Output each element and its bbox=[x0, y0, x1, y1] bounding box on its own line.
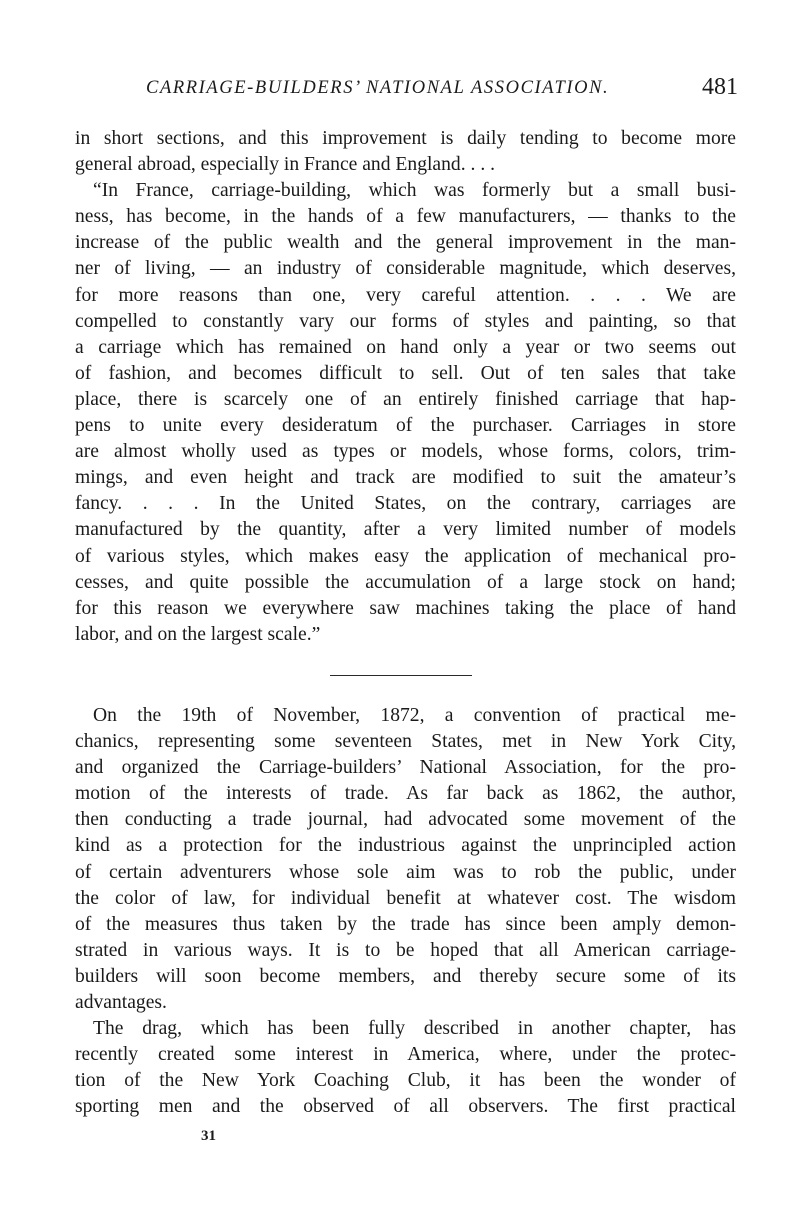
text-line: for this reason we everywhere saw machines taking the place of hand bbox=[75, 597, 736, 619]
text-line: sporting men and the observed of all observers. The first practical bbox=[75, 1096, 736, 1118]
text-line: of the measures thus taken by the trade has since been amply demon- bbox=[75, 913, 736, 935]
text-line: in short sections, and this improvement is daily tending to become more bbox=[75, 128, 736, 149]
text-line: cesses, and quite possible the accumulation of a large stock on hand; bbox=[75, 571, 736, 593]
text-line: of certain adventurers whose sole aim was to rob the public, under bbox=[75, 861, 736, 883]
running-title: CARRIAGE-BUILDERS’ NATIONAL ASSOCIATION. bbox=[146, 78, 610, 98]
text-line: strated in various ways. It is to be hoped that all American carriage- bbox=[75, 939, 736, 961]
text-line: for more reasons than one, very careful attention. . . . We are bbox=[75, 284, 736, 306]
text-line: On the 19th of November, 1872, a convention of practical me- bbox=[93, 705, 736, 726]
text-line: increase of the public wealth and the general improvement in the man- bbox=[75, 232, 736, 254]
text-line: then conducting a trade journal, had advocated some movement of the bbox=[75, 809, 736, 831]
paragraph-block-quotation bbox=[75, 126, 736, 648]
text-line: manufactured by the quantity, after a very limited number of models bbox=[75, 519, 736, 541]
text-line: recently created some interest in America, where, under the protec- bbox=[75, 1044, 736, 1066]
paragraph-block-association bbox=[75, 703, 736, 1121]
text-line: a carriage which has remained on hand only a year or two seems out bbox=[75, 336, 736, 358]
text-line: tion of the New York Coaching Club, it has been the wonder of bbox=[75, 1070, 736, 1092]
page-number: 481 bbox=[702, 74, 738, 100]
section-divider bbox=[330, 675, 472, 676]
text-line: kind as a protection for the industrious against the unprincipled action bbox=[75, 835, 736, 857]
text-line: and organized the Carriage-builders’ National Association, for the pro- bbox=[75, 757, 736, 779]
text-line: of various styles, which makes easy the application of mechanical pro- bbox=[75, 545, 736, 567]
text-line: of fashion, and becomes difficult to sell. Out of ten sales that take bbox=[75, 362, 736, 384]
text-line: ner of living, — an industry of considerable magnitude, which deserves, bbox=[75, 258, 736, 280]
text-line: ness, has become, in the hands of a few manufacturers, — thanks to the bbox=[75, 206, 736, 228]
text-line: advantages. bbox=[75, 992, 167, 1014]
text-line: motion of the interests of trade. As far back as 1862, the author, bbox=[75, 783, 736, 805]
text-line: pens to unite every desideratum of the purchaser. Carriages in store bbox=[75, 415, 736, 437]
text-line: fancy. . . . In the United States, on the contrary, carriages are bbox=[75, 493, 736, 515]
text-line: “In France, carriage-building, which was formerly but a small busi- bbox=[93, 180, 736, 202]
text-line: the color of law, for individual benefit at whatever cost. The wisdom bbox=[75, 887, 736, 909]
text-line: are almost wholly used as types or models, whose forms, colors, trim- bbox=[75, 441, 736, 463]
running-head bbox=[146, 74, 738, 106]
text-line: compelled to constantly vary our forms of styles and painting, so that bbox=[75, 310, 736, 332]
signature-mark: 31 bbox=[201, 1128, 216, 1144]
text-line: general abroad, especially in France and England. . . . bbox=[75, 154, 496, 176]
text-line: labor, and on the largest scale.” bbox=[75, 623, 321, 645]
text-line: mings, and even height and track are modified to suit the amateur’s bbox=[75, 467, 736, 489]
text-line: chanics, representing some seventeen States, met in New York City, bbox=[75, 731, 736, 753]
text-line: place, there is scarcely one of an entirely finished carriage that hap- bbox=[75, 388, 736, 410]
text-line: builders will soon become members, and thereby secure some of its bbox=[75, 965, 736, 987]
text-line: The drag, which has been fully described in another chapter, has bbox=[93, 1018, 736, 1040]
